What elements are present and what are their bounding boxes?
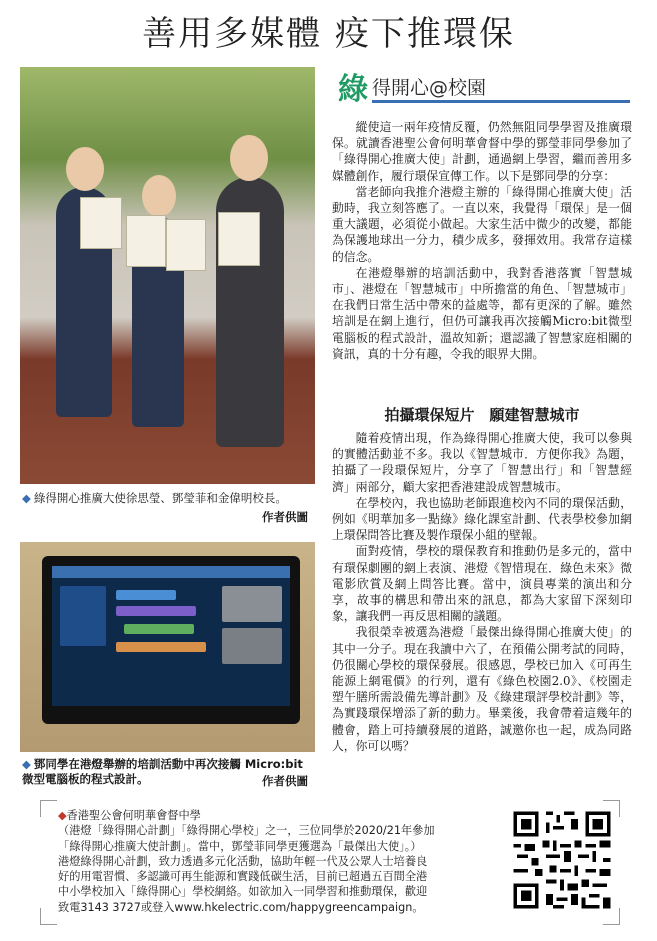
code-block [60,586,106,646]
photo1-caption [22,491,317,506]
article-paragraph: 當老師向我推介港燈主辦的「綠得開心推廣大使」活動時，我立刻答應了。一直以來，我覺得「環保」是一個重大議題，必須從小做起。大家生活中微少的改變，都能為保護地球出一分力，積少成多，發揮效用。我常存這樣的信念。 [332,184,632,264]
footer-school-name: 香港聖公會何明華會督中學 [66,809,201,822]
footer-line: 「綠得開心推廣大使計劃」。當中，鄧瑩菲同學更獲選為「最傑出大使」。） [58,839,422,853]
laptop [42,556,300,724]
principal-head [230,135,268,181]
laptop-screen [52,566,290,706]
photo2-caption-line2: 微型電腦板的程式設計。 [22,772,149,786]
photo-laptop-microbit [20,542,315,752]
article-paragraph: 面對疫情，學校的環保教育和推動仍是多元的，當中有環保劇團的網上表演、港燈《智惜現在．綠色未來》微電影欣賞及網上問答比賽。當中，演員專業的演出和分享，故事的構思和帶出來的訊息，都為大家留下深刻印象，讓我們一再反思相關的議題。 [332,544,632,624]
caption-diamond-icon: ◆ [22,491,31,505]
column-brand-name: 得開心@校園 [372,77,487,99]
article-paragraph: 在學校內，我也協助老師跟進校內不同的環保活動，例如《明華加多一點綠》綠化課室計劃、代表學校參加網上環保問答比賽及製作環保小組的壁報。 [332,495,632,543]
code-block [116,642,206,652]
code-block [116,590,176,600]
photo1-caption-text: 綠得開心推廣大使徐思瑩、鄧瑩菲和金偉明校長。 [33,491,287,505]
photo2-credit: 作者供圖 [262,774,308,788]
footer-box [40,800,620,925]
article-subheading: 拍攝環保短片 願建智慧城市 [384,406,580,424]
video-panel [222,586,282,622]
screen-toolbar [52,566,290,578]
footer-line: （港燈「綠得開心計劃」「綠得開心學校」之一，三位同學於2020/21年參加 [58,824,435,838]
caption-diamond-icon: ◆ [22,757,31,771]
corner-mark [40,908,57,925]
corner-mark [40,800,57,817]
code-block [116,606,196,616]
photo1-credit: 作者供圖 [262,510,308,524]
column-brand-char: 綠 [338,72,368,107]
article-paragraph: 我很榮幸被選為港燈「最傑出綠得開心推廣大使」的其中一分子。現在我讀中六了，在預備公開考試的同時，仍很關心學校的環保發展。很感恩，學校已加入《可再生能源上網電價》的行列，還有《綠色校園2.0》、《校園走塑午膳所需設備先導計劃》及《綠建環評學校計劃》等，為實踐環保增添了新的動力。畢業後，我會帶着這幾年的體會，踏上可持續發展的道路，誠邀你也一起，成為同路人，你可以嗎？ [332,625,632,753]
code-block [124,624,194,634]
certificate-card [166,219,206,271]
student-head-middle [142,175,176,217]
certificate-card [126,215,166,267]
certificate-card [80,197,122,249]
headline: 善用多媒體 疫下推環保 [142,14,515,54]
student-head-left [66,147,104,191]
footer-info [58,808,496,915]
footer-line: 中小學校加入「綠得開心」學校網絡。如欲加入一同學習和推動環保，歡迎 [58,885,428,899]
article-paragraph: 縱使這一兩年疫情反覆，仍然無阻同學學習及推廣環保。就讀香港聖公會何明華會督中學的鄧瑩菲同學參加了「綠得開心推廣大使」計劃，通過網上學習，繼而善用多媒體創作，履行環保宣傳工作。以下是鄧同學的分享： [332,120,632,183]
column-underline [372,100,630,103]
article-paragraph: 在港燈舉辦的培訓活動中，我對香港落實「智慧城市」、港燈在「智慧城市」中所擔當的角色、「智慧城市」在我們日常生活中帶來的益處等，都有更深的了解。雖然培訓是在網上進行，但仍可讓我再次接觸Micro:bit微型電腦板的程式設計，溫故知新；還認識了智慧家庭相關的資訊，真的十分有趣，令我的眼界大開。 [332,265,632,361]
video-panel [222,628,282,664]
photo2-caption-line1: 鄧同學在港燈舉辦的培訓活動中再次接觸 Micro:bit [33,757,303,771]
photo-students-principal [20,67,315,484]
footer-line: 港燈綠得開心計劃，致力透過多元化活動，協助年輕一代及公眾人士培養良 [58,854,428,868]
footer-line: 好的用電習慣、多認識可再生能源和實踐低碳生活，目前已超過五百間全港 [58,870,428,884]
footer-line[interactable]: 致電3143 3727或登入www.hkelectric.com/happygreencampaign。 [58,900,424,914]
certificate-card [218,212,260,266]
article-body-top [332,119,632,362]
column-header [332,64,632,106]
article-body-bottom [332,430,632,754]
footer-school [58,808,496,823]
footer-diamond-icon: ◆ [58,809,67,822]
qr-code-icon[interactable] [510,808,614,912]
article-paragraph: 隨着疫情出現，作為綠得開心推廣大使，我可以參與的實體活動並不多。我以《智慧城市．方便你我》為題，拍攝了一段環保短片，分享了「智慧出行」和「智慧經濟」兩部分，顧大家把香港建設成智慧城市。 [332,431,632,494]
